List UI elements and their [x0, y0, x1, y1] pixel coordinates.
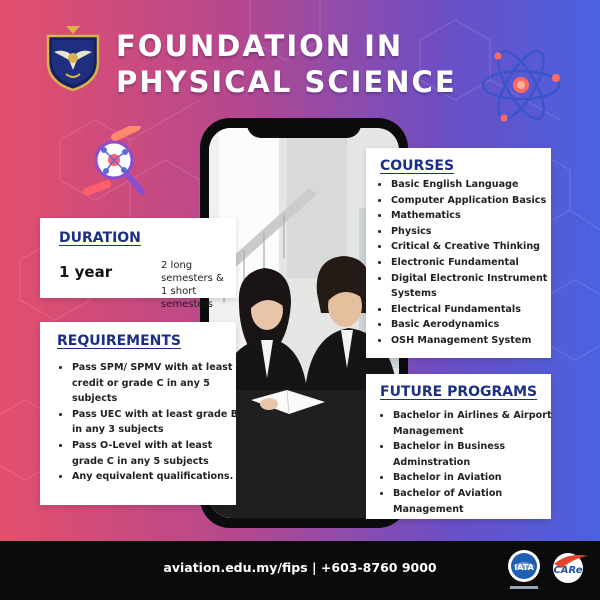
care-logo	[548, 550, 592, 584]
atom-icon	[478, 42, 564, 128]
courses-list	[376, 177, 562, 349]
list-item: • Pass SPM/ SPMV with at least credit or grade C in any 5 subjects	[71, 360, 239, 407]
list-item: • Bachelor in Business Adminstration	[392, 439, 562, 470]
duration-heading: DURATION	[59, 230, 141, 246]
future-programs-list	[378, 408, 562, 517]
requirements-list	[57, 360, 239, 485]
duration-note	[161, 259, 233, 311]
list-item: • Pass O-Level with at least grade C in any 5 subjects	[71, 438, 239, 469]
list-item: • Basic English Language	[390, 177, 562, 193]
list-item: • Computer Application Basics	[390, 193, 562, 209]
requirements-heading: REQUIREMENTS	[57, 333, 182, 349]
title-line-1: FOUNDATION IN	[116, 29, 404, 63]
list-item: • Bachelor of Aviation Management	[392, 486, 562, 517]
list-item: • OSH Management System	[390, 333, 562, 349]
courses-heading: COURSES	[380, 158, 455, 174]
list-item: • Any equivalent qualifications.	[71, 469, 239, 485]
list-item: • Critical & Creative Thinking	[390, 239, 562, 255]
list-item: • Digital Electronic Instrument Systems	[390, 271, 562, 302]
page-title	[116, 28, 457, 100]
future-programs-heading: FUTURE PROGRAMS	[380, 384, 538, 400]
list-item: • Bachelor in Aviation	[392, 470, 562, 486]
care-logo-text: CARe	[553, 565, 583, 576]
title-line-2: PHYSICAL SCIENCE	[116, 65, 457, 99]
list-item: • Mathematics	[390, 208, 562, 224]
phone-notch	[247, 118, 361, 138]
list-item: • Physics	[390, 224, 562, 240]
contact-info[interactable]: aviation.edu.my/fips | +603-8760 9000	[163, 560, 437, 575]
requirements-card	[40, 322, 239, 505]
duration-value: 1 year	[59, 263, 113, 281]
list-item: • Electronic Fundamental	[390, 255, 562, 271]
iata-logo-text: IATA	[514, 563, 534, 572]
duration-card	[40, 218, 236, 310]
duration-note-line-2: 1 short semesters	[161, 286, 213, 310]
duration-note-line-1: 2 long semesters &	[161, 260, 224, 284]
list-item: • Basic Aerodynamics	[390, 317, 562, 333]
science-lab-icon	[80, 126, 150, 202]
list-item: • Electrical Fundamentals	[390, 302, 562, 318]
courses-card	[366, 148, 551, 358]
future-programs-card	[366, 374, 551, 519]
iata-logo	[506, 548, 542, 594]
academy-emblem-icon	[44, 26, 102, 92]
list-item: • Bachelor in Airlines & Airport Management	[392, 408, 562, 439]
list-item: • Pass UEC with at least grade B in any 3 subjects	[71, 407, 239, 438]
